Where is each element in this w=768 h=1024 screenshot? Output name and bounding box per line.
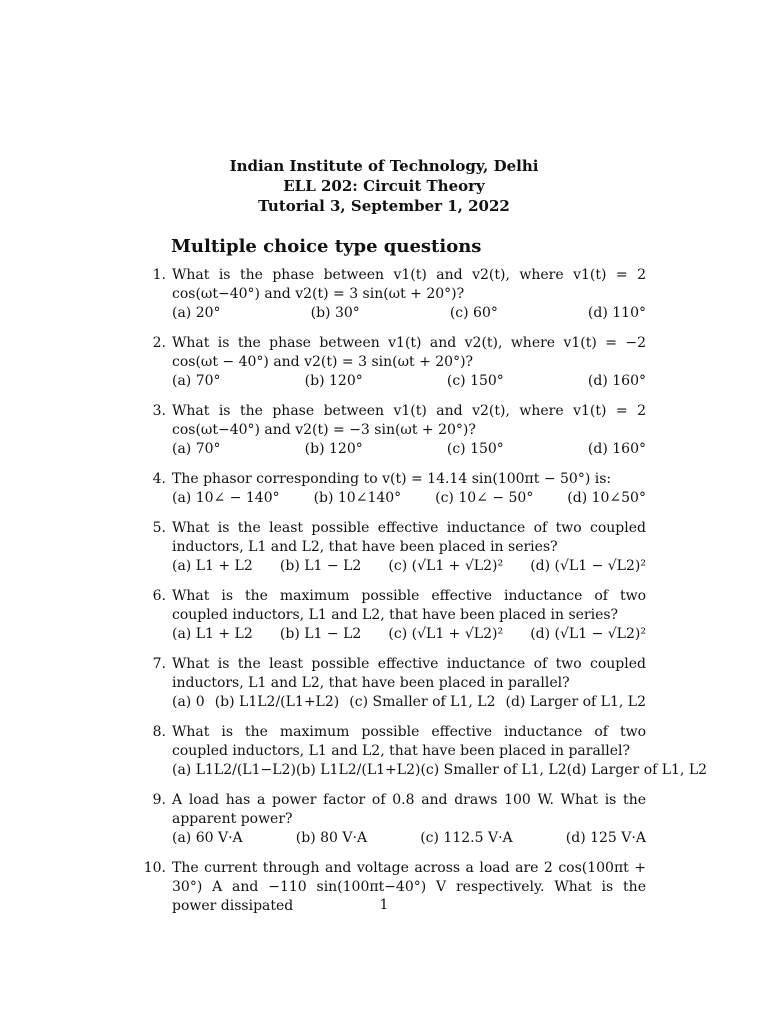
option-c: (c) 112.5 V·A [420,830,513,846]
page-number: 1 [379,897,389,913]
option-b: (b) 80 V·A [295,830,368,846]
course-title: ELL 202: Circuit Theory [283,177,485,195]
question-text: A load has a power factor of 0.8 and draws 100 W. What is the apparent power? [172,792,646,827]
option-a: (a) 70° [172,373,221,389]
option-a: (a) 60 V·A [172,830,243,846]
option-a: (a) 0 [172,694,205,710]
question-4 [146,470,646,508]
option-c: (c) (√L1 + √L2)² [388,626,504,642]
question-text: What is the phase between v1(t) and v2(t), where v1(t) = 2 cos(ωt−40°) and v2(t) = −3 sin(ωt + 20°)? [172,403,646,438]
question-text: What is the maximum possible effective inductance of two coupled inductors, L1 and L2, that have been placed in series? [172,588,646,623]
question-text: What is the phase between v1(t) and v2(t), where v1(t) = −2 cos(ωt − 40°) and v2(t) = 3 sin(ωt + 20°)? [172,335,646,370]
option-d: (d) 160° [587,373,646,389]
option-c: (c) Smaller of L1, L2 [420,762,567,778]
option-c: (c) 150° [446,441,504,457]
option-b: (b) L1L2/(L1+L2) [214,694,340,710]
question-9 [146,791,646,848]
question-number: 7. [152,656,166,672]
section-title: Multiple choice type questions [171,236,482,257]
options [172,829,646,848]
option-c: (c) Smaller of L1, L2 [349,694,496,710]
option-c: (c) 150° [446,373,504,389]
document-header [0,156,768,216]
options [172,693,646,712]
options [172,440,646,459]
question-3 [146,402,646,459]
option-b: (b) L1L2/(L1+L2) [295,762,421,778]
options [172,372,646,391]
option-d: (d) Larger of L1, L2 [566,762,708,778]
option-c: (c) 10∠ − 50° [435,490,534,506]
option-d: (d) 110° [587,305,646,321]
option-c: (c) (√L1 + √L2)² [388,558,504,574]
question-6 [146,587,646,644]
question-text: What is the phase between v1(t) and v2(t), where v1(t) = 2 cos(ωt−40°) and v2(t) = 3 sin(ωt + 20°)? [172,267,646,302]
question-number: 5. [152,520,166,536]
question-list [143,266,708,927]
question-number: 3. [152,403,166,419]
option-d: (d) (√L1 − √L2)² [530,626,646,642]
options [172,761,708,780]
option-d: (d) Larger of L1, L2 [505,694,646,710]
option-d: (d) 10∠50° [567,490,646,506]
option-a: (a) L1 + L2 [172,626,253,642]
options [172,625,646,644]
options [172,304,646,323]
question-2 [146,334,646,391]
question-number: 8. [152,724,166,740]
option-a: (a) L1L2/(L1−L2) [172,762,296,778]
option-b: (b) 30° [310,305,360,321]
option-d: (d) 125 V·A [565,830,646,846]
institute-name: Indian Institute of Technology, Delhi [229,157,539,175]
question-7 [146,655,646,712]
option-b: (b) 120° [304,373,363,389]
option-b: (b) L1 − L2 [279,626,362,642]
question-number: 1. [152,267,166,283]
tutorial-title: Tutorial 3, September 1, 2022 [258,197,510,215]
question-number: 6. [152,588,166,604]
options [172,557,646,576]
question-number: 9. [152,792,166,808]
option-d: (d) 160° [587,441,646,457]
option-b: (b) 10∠140° [313,490,402,506]
option-a: (a) 10∠ − 140° [172,490,280,506]
option-b: (b) 120° [304,441,363,457]
question-5 [146,519,646,576]
question-text: The current through and voltage across a load are 2 cos(100πt + 30°) A and −110 sin(100πt−40°) V respectively. What is the power dissipated [172,860,646,914]
question-8 [146,723,708,780]
question-text: What is the maximum possible effective inductance of two coupled inductors, L1 and L2, that have been placed in parallel? [172,724,646,759]
question-text: What is the least possible effective inductance of two coupled inductors, L1 and L2, that have been placed in series? [172,520,646,555]
option-c: (c) 60° [449,305,498,321]
option-b: (b) L1 − L2 [279,558,362,574]
question-number: 2. [152,335,166,351]
question-text: The phasor corresponding to v(t) = 14.14 sin(100πt − 50°) is: [172,471,612,487]
option-a: (a) 20° [172,305,221,321]
option-d: (d) (√L1 − √L2)² [530,558,646,574]
option-a: (a) 70° [172,441,221,457]
question-number: 10. [143,860,166,876]
question-number: 4. [152,471,166,487]
options [172,489,646,508]
question-1 [146,266,646,323]
question-text: What is the least possible effective inductance of two coupled inductors, L1 and L2, that have been placed in parallel? [172,656,646,691]
option-a: (a) L1 + L2 [172,558,253,574]
